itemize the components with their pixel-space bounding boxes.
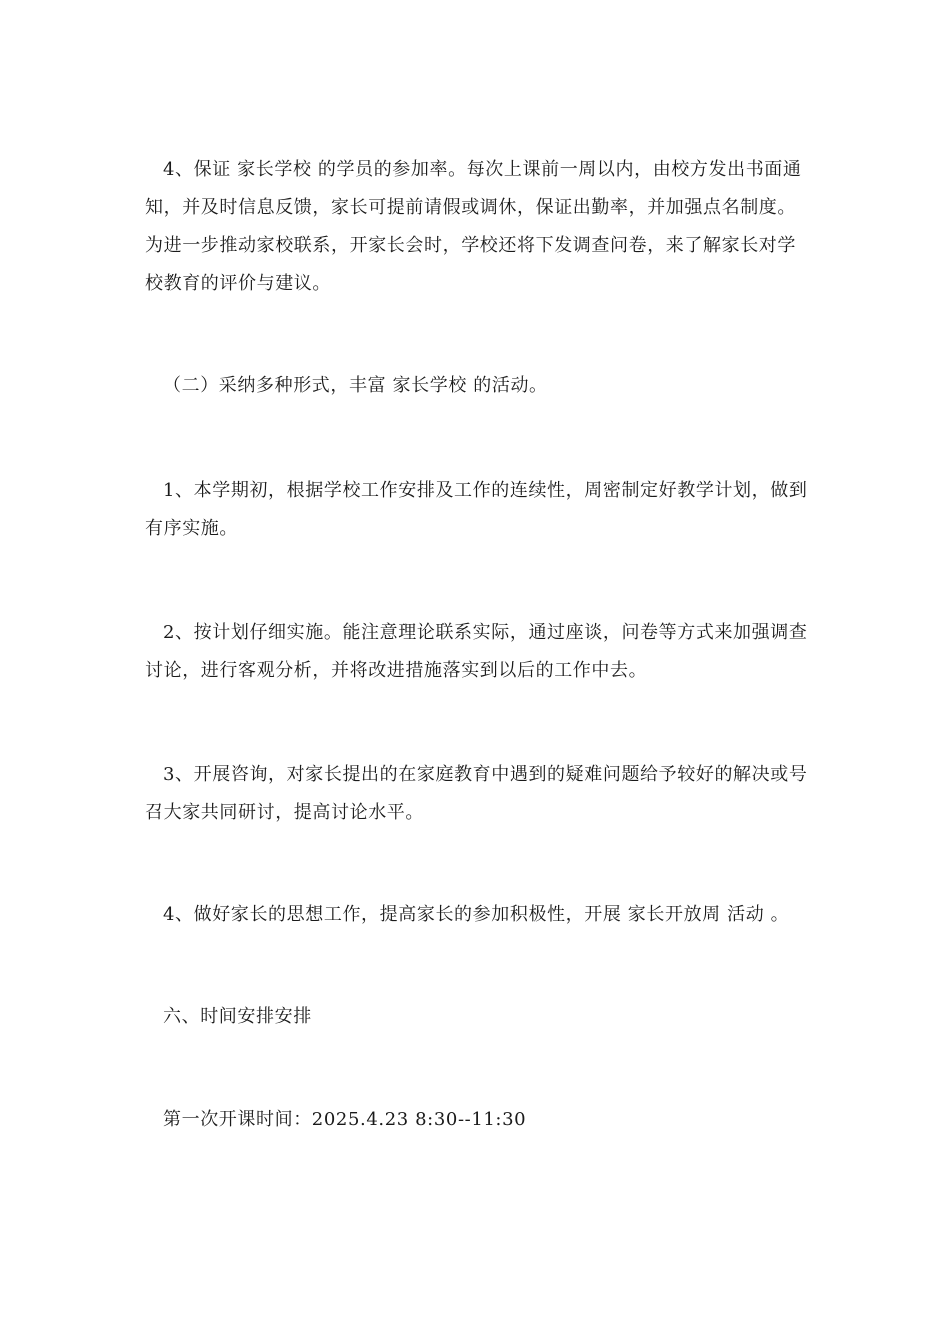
paragraph-parent-work: 4、做好家长的思想工作，提高家长的参加积极性，开展 家长开放周 活动 。 — [163, 904, 790, 925]
paragraph-first-class-time: 第一次开课时间：2025.4.23 8:30--11:30 — [163, 1109, 527, 1130]
paragraph-consultation: 3、开展咨询，对家长提出的在家庭教育中遇到的疑难问题给予较好的解决或号召大家共同研讨，提高讨论水平。 — [145, 764, 808, 823]
heading-activity-forms: （二）采纳多种形式，丰富 家长学校 的活动。 — [163, 375, 548, 396]
paragraph-implementation: 2、按计划仔细实施。能注意理论联系实际，通过座谈，问卷等方式来加强调查讨论，进行客观分析，并将改进措施落实到以后的工作中去。 — [145, 622, 808, 681]
paragraph-attendance: 4、保证 家长学校 的学员的参加率。每次上课前一周以内，由校方发出书面通知，并及时信息反馈，家长可提前请假或调休，保证出勤率，并加强点名制度。为进一步推动家校联系，开家长会时，学校还将下发调查问卷，来了解家长对学校教育的评价与建议。 — [145, 159, 802, 294]
paragraph-teaching-plan: 1、本学期初，根据学校工作安排及工作的连续性，周密制定好教学计划，做到有序实施。 — [145, 480, 808, 539]
heading-schedule: 六、时间安排安排 — [163, 1006, 312, 1027]
